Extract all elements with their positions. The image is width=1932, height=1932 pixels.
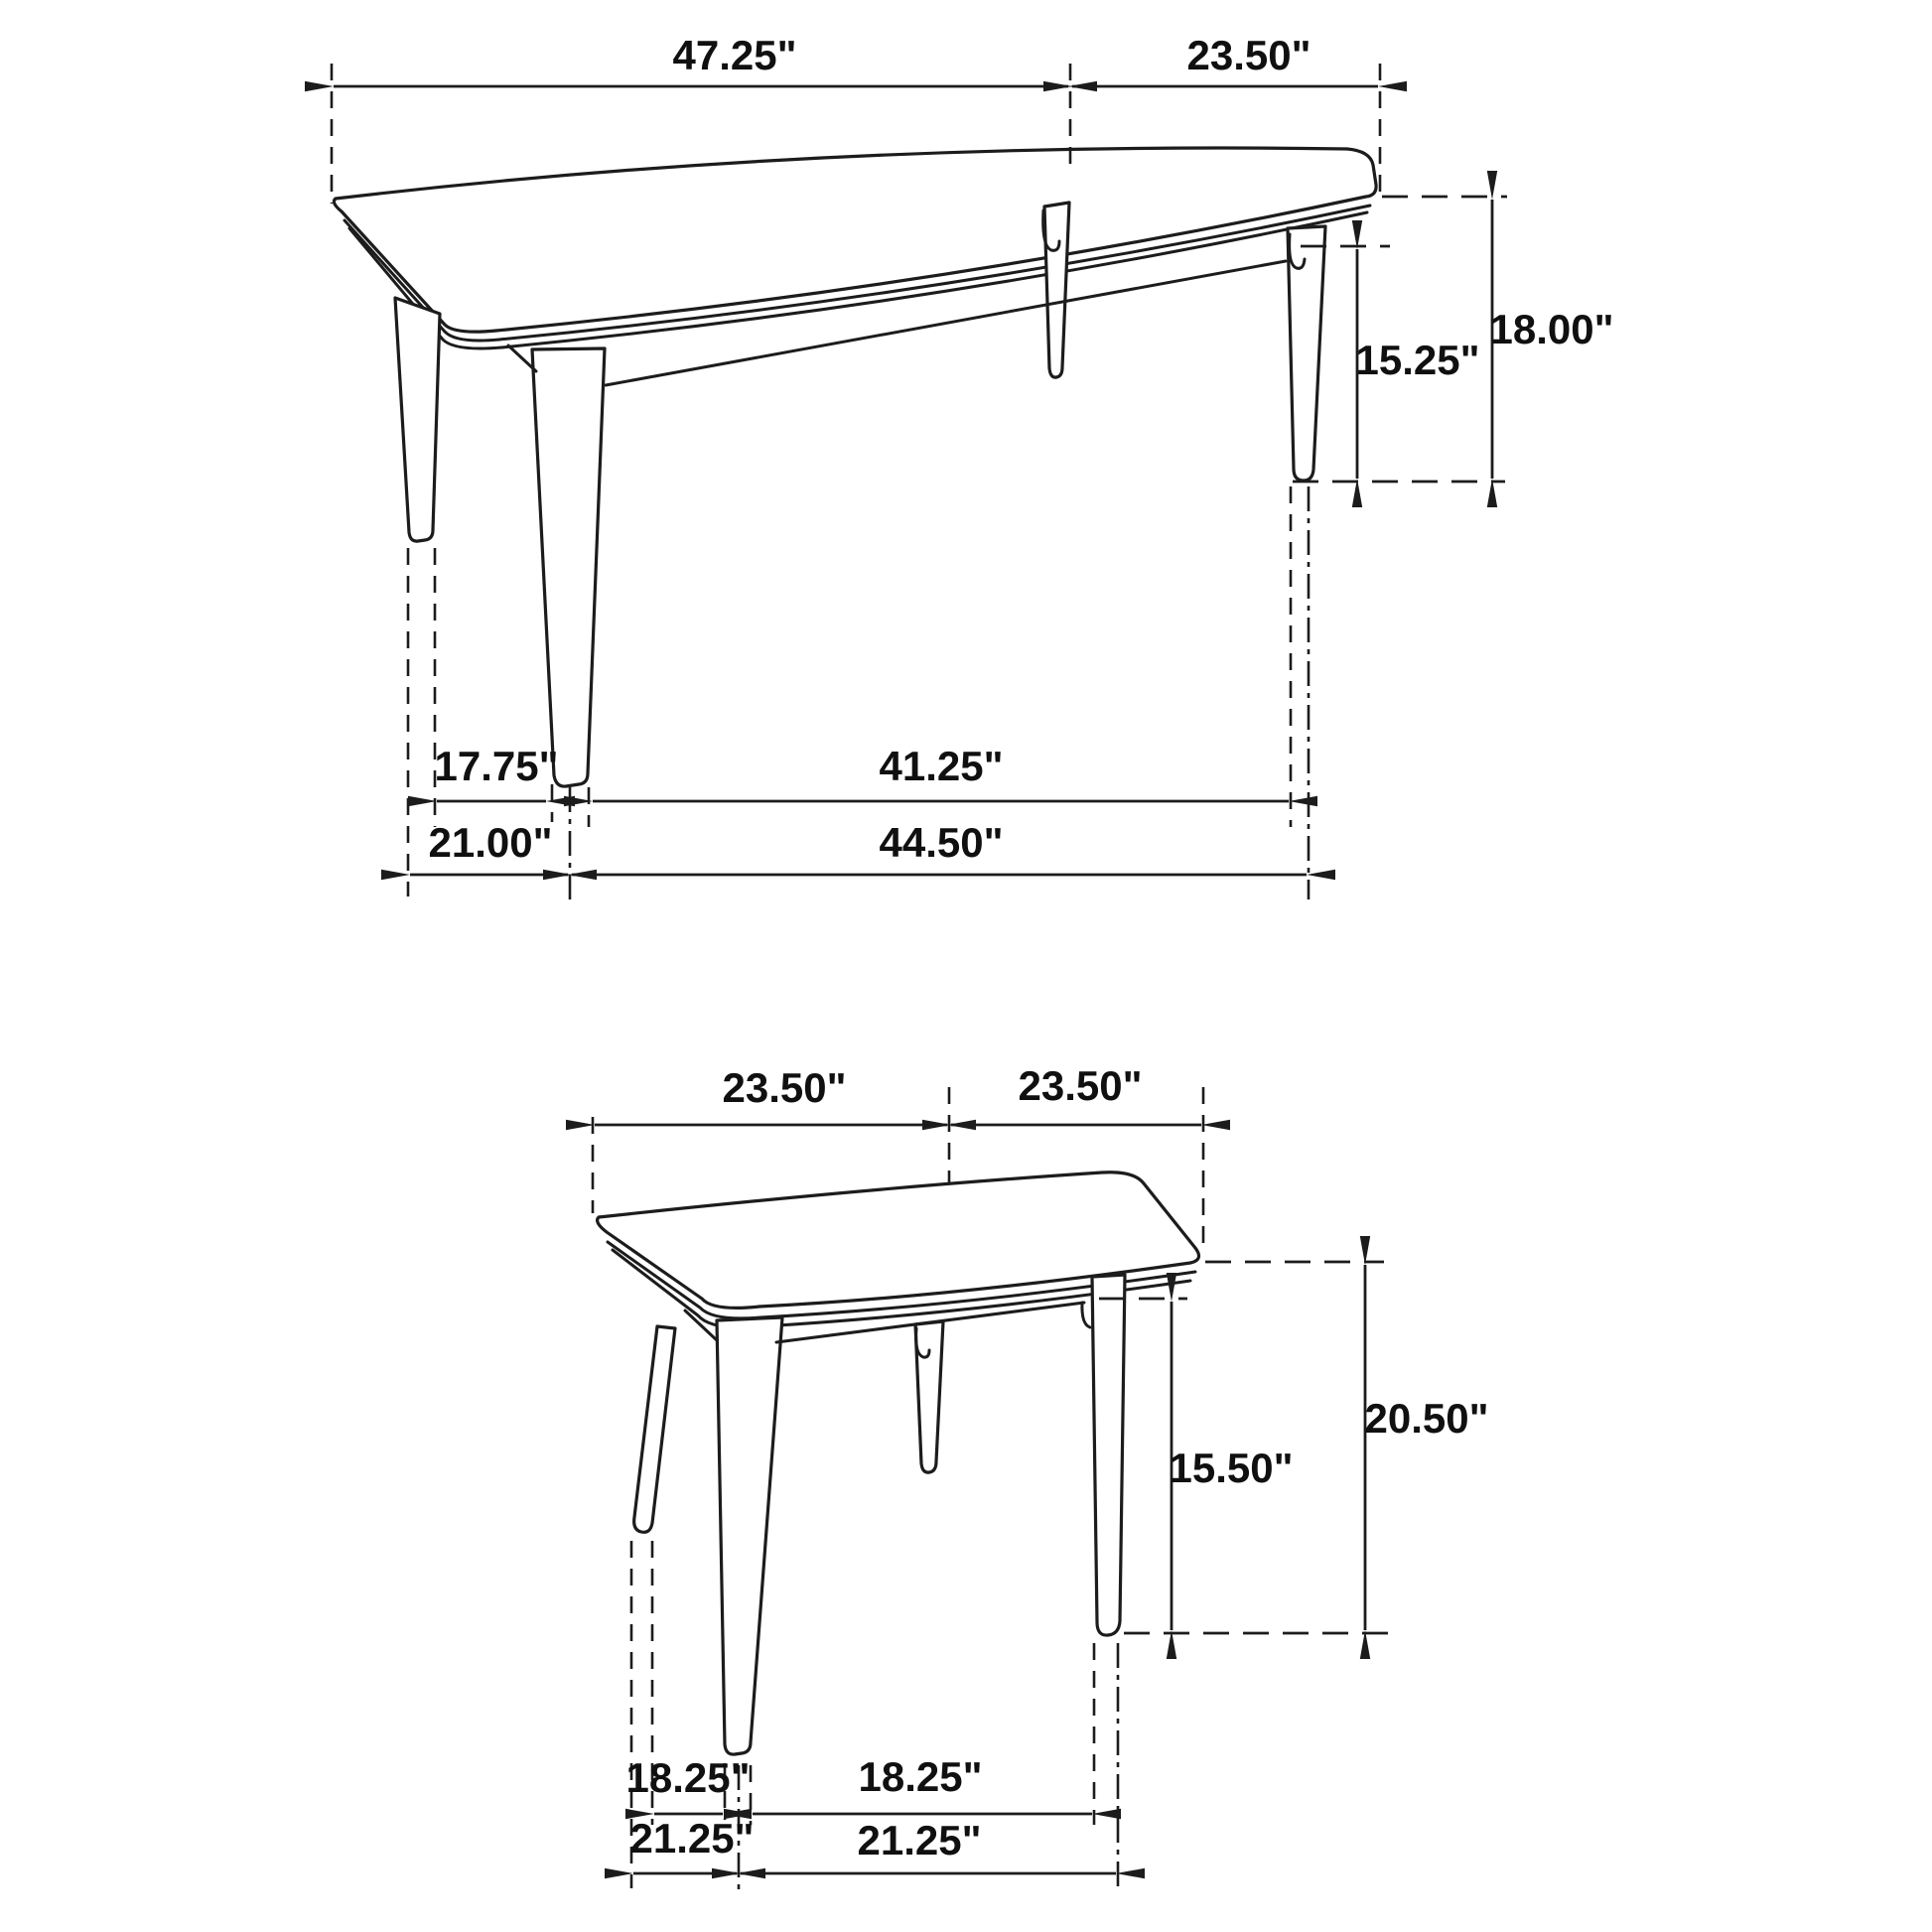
end-front-right-leg-joint xyxy=(1082,1303,1090,1327)
end-floor-width-inner-label: 18.25" xyxy=(625,1754,751,1801)
coffee-front-left-leg xyxy=(532,348,605,786)
coffee-floor-length-inner-label: 41.25" xyxy=(879,743,1004,789)
coffee-table-drawing xyxy=(332,32,1614,899)
end-top-width-label: 23.50" xyxy=(722,1064,847,1111)
end-leg-height-label: 15.50" xyxy=(1169,1445,1294,1491)
end-front-right-leg xyxy=(1092,1275,1125,1635)
coffee-overall-height-label: 18.00" xyxy=(1489,306,1614,352)
end-front-left-leg xyxy=(717,1317,782,1754)
end-back-right-leg xyxy=(915,1321,943,1472)
end-height-dimensions xyxy=(1099,1262,1489,1633)
end-back-left-leg xyxy=(634,1326,675,1532)
end-table-drawing xyxy=(593,1062,1489,1891)
end-floor-depth-outer-label: 21.25" xyxy=(857,1817,982,1863)
end-floor-dimensions xyxy=(625,1541,1118,1891)
coffee-back-left-leg xyxy=(395,298,440,541)
coffee-back-right-leg xyxy=(1044,203,1069,377)
end-floor-width-outer-label: 21.25" xyxy=(629,1815,755,1862)
coffee-leg-height-label: 15.25" xyxy=(1355,337,1480,383)
coffee-top-length-label: 47.25" xyxy=(672,32,797,78)
end-floor-depth-inner-label: 18.25" xyxy=(858,1753,983,1800)
end-top-depth-label: 23.50" xyxy=(1018,1062,1143,1109)
coffee-height-dimensions xyxy=(1293,197,1614,482)
coffee-floor-depth-outer-label: 21.00" xyxy=(428,819,553,866)
coffee-floor-depth-inner-label: 17.75" xyxy=(434,743,559,789)
coffee-top-depth-label: 23.50" xyxy=(1186,32,1311,78)
coffee-floor-length-outer-label: 44.50" xyxy=(879,819,1004,866)
end-overall-height-label: 20.50" xyxy=(1364,1395,1489,1442)
